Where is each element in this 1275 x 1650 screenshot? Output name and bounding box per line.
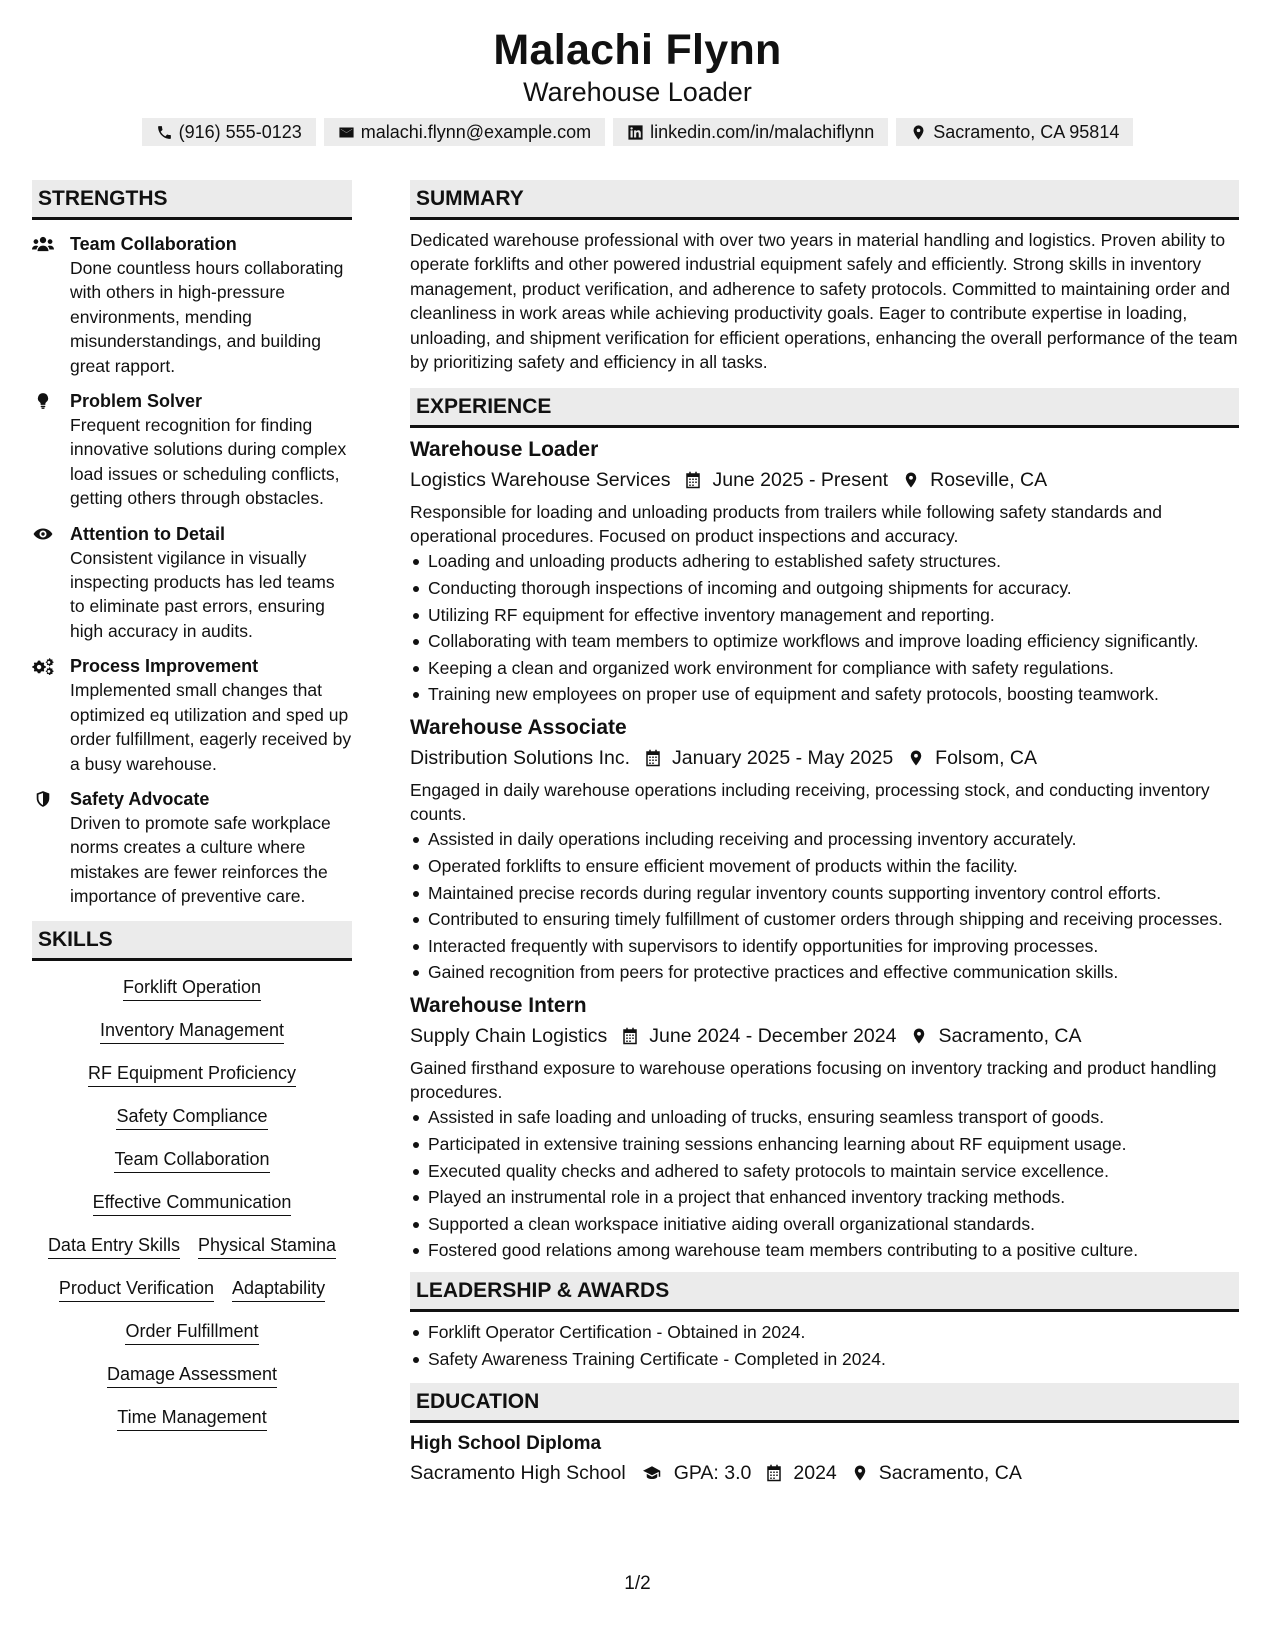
eye-icon — [32, 525, 54, 543]
strength-description: Driven to promote safe workplace norms creates a culture where mistakes are fewer reinforces the importance of preventive care. — [70, 812, 331, 907]
strength-title: Process Improvement — [70, 656, 259, 677]
list-item: Assisted in daily operations including receiving and processing inventory accurately. — [410, 827, 1239, 851]
strength-description: Frequent recognition for finding innovative solutions during complex load issues or scheduling conflicts, getting others through obstacles. — [70, 415, 347, 509]
contact-bar — [0, 118, 1275, 146]
skill-tag: Effective Communication — [93, 1190, 292, 1216]
strength-item — [32, 232, 352, 378]
list-item: Gained recognition from peers for protective practices and effective communication skills. — [410, 960, 1239, 984]
education-degree: High School Diploma — [410, 1432, 602, 1454]
job-dates: June 2025 - Present — [712, 469, 889, 492]
location-pin-icon — [910, 124, 927, 141]
skill-tag: Product Verification — [59, 1276, 214, 1302]
calendar-icon — [684, 471, 702, 489]
education-location: Sacramento, CA — [878, 1461, 1022, 1484]
skill-tag: Damage Assessment — [107, 1362, 277, 1388]
skill-tag: Order Fulfillment — [125, 1319, 258, 1345]
skill-tag: Physical Stamina — [198, 1233, 336, 1259]
location-pin-icon — [902, 471, 920, 489]
job-company: Logistics Warehouse Services — [410, 469, 671, 492]
education-year: 2024 — [793, 1461, 837, 1484]
job-meta — [410, 744, 1239, 772]
strength-description: Implemented small changes that optimized eq utilization and sped up order fulfillment, eagerly received by a busy warehouse. — [70, 680, 352, 774]
list-item: Participated in extensive training sessions enhancing learning about RF equipment usage. — [410, 1132, 1239, 1156]
candidate-name: Malachi Flynn — [493, 26, 782, 74]
job-dates: January 2025 - May 2025 — [672, 747, 894, 770]
contact-phone[interactable] — [142, 118, 316, 146]
job-location: Sacramento, CA — [938, 1025, 1082, 1048]
list-item: Conducting thorough inspections of incoming and outgoing shipments for accuracy. — [410, 576, 1239, 600]
contact-location-text: Sacramento, CA 95814 — [933, 122, 1120, 142]
contact-linkedin-text: linkedin.com/in/malachiflynn — [650, 122, 875, 142]
education-heading: EDUCATION — [410, 1383, 1239, 1423]
list-item: Maintained precise records during regular inventory counts supporting inventory control efforts. — [410, 881, 1239, 905]
summary-text: Dedicated warehouse professional with over two years in material handling and logistics. Proven ability to operate forklifts and other powered industrial equipment safely and efficiently. Strong skills in inventory management, product verification, and adherence to safety protocols. Committed to maintaining order and cleanliness in work areas while achieving productivity goals. Eager to contribute expertise in loading, unloading, and shipment verification for efficient operations, enhancing the overall performance of the team by prioritizing safety and efficiency in all tasks. — [410, 230, 1238, 373]
list-item: Loading and unloading products adhering to established safety structures. — [410, 549, 1239, 573]
list-item: Utilizing RF equipment for effective inventory management and reporting. — [410, 603, 1239, 627]
strength-item — [32, 389, 352, 511]
graduation-cap-icon — [640, 1464, 664, 1482]
job-location: Folsom, CA — [935, 747, 1038, 770]
job-entry — [410, 436, 1239, 706]
skills-list — [32, 975, 352, 1448]
job-meta — [410, 466, 1239, 494]
skill-tag: RF Equipment Proficiency — [88, 1061, 296, 1087]
strength-item — [32, 787, 352, 909]
contact-location — [896, 118, 1133, 146]
job-company: Distribution Solutions Inc. — [410, 747, 631, 770]
list-item: Contributed to ensuring timely fulfillment of customer orders through shipping and receiving processes. — [410, 907, 1239, 931]
contact-email-text: malachi.flynn@example.com — [360, 122, 592, 142]
location-pin-icon — [907, 749, 925, 767]
job-title: Warehouse Intern — [410, 994, 587, 1018]
education-meta — [410, 1459, 1239, 1487]
skill-tag: Safety Compliance — [116, 1104, 267, 1130]
job-description: Engaged in daily warehouse operations including receiving, processing stock, and conducting inventory counts. — [410, 780, 1210, 825]
job-dates: June 2024 - December 2024 — [649, 1025, 897, 1048]
resume-body — [32, 180, 1243, 1487]
gears-icon — [32, 657, 54, 675]
job-description: Responsible for loading and unloading products from trailers while following safety standards and operational procedures. Focused on product inspections and accuracy. — [410, 502, 1162, 547]
awards-list — [410, 1320, 1239, 1371]
strength-title: Team Collaboration — [70, 234, 237, 254]
job-company: Supply Chain Logistics — [410, 1025, 608, 1048]
strengths-list — [32, 232, 352, 909]
phone-icon — [156, 124, 173, 141]
location-pin-icon — [910, 1027, 928, 1045]
shield-icon — [32, 790, 54, 808]
list-item: Safety Awareness Training Certificate - Completed in 2024. — [410, 1347, 1239, 1371]
list-item: Fostered good relations among warehouse team members contributing to a positive culture. — [410, 1238, 1239, 1262]
skill-tag: Inventory Management — [100, 1018, 284, 1044]
list-item: Interacted frequently with supervisors to identify opportunities for improving processes. — [410, 934, 1239, 958]
calendar-icon — [765, 1464, 783, 1482]
strength-title: Safety Advocate — [70, 788, 210, 809]
job-bullets — [410, 1105, 1239, 1262]
skills-heading: SKILLS — [32, 921, 352, 961]
job-location: Roseville, CA — [930, 469, 1048, 492]
list-item: Keeping a clean and organized work environment for compliance with safety regulations. — [410, 656, 1239, 680]
contact-email[interactable] — [324, 118, 605, 146]
skill-tag: Team Collaboration — [114, 1147, 269, 1173]
strength-title: Attention to Detail — [70, 523, 225, 544]
strength-title: Problem Solver — [70, 391, 203, 412]
envelope-icon — [338, 124, 355, 141]
job-bullets — [410, 827, 1239, 984]
experience-heading: EXPERIENCE — [410, 388, 1239, 428]
list-item: Executed quality checks and adhered to safety protocols to maintain service excellence. — [410, 1159, 1239, 1183]
skill-tag: Time Management — [117, 1405, 266, 1431]
candidate-title: Warehouse Loader — [523, 77, 752, 107]
contact-linkedin[interactable] — [613, 118, 888, 146]
job-bullets — [410, 549, 1239, 706]
list-item: Training new employees on proper use of equipment and safety protocols, boosting teamwork. — [410, 682, 1239, 706]
job-title: Warehouse Loader — [410, 438, 599, 462]
list-item: Collaborating with team members to optimize workflows and improve loading efficiency significantly. — [410, 629, 1239, 653]
right-column — [410, 180, 1239, 1487]
strength-item — [32, 654, 352, 776]
list-item: Forklift Operator Certification - Obtained in 2024. — [410, 1320, 1239, 1344]
contact-phone-text: (916) 555-0123 — [178, 122, 302, 142]
calendar-icon — [621, 1027, 639, 1045]
list-item: Played an instrumental role in a project that enhanced inventory tracking methods. — [410, 1185, 1239, 1209]
awards-heading: LEADERSHIP & AWARDS — [410, 1272, 1239, 1312]
skill-tag: Adaptability — [232, 1276, 325, 1302]
strength-description: Consistent vigilance in visually inspecting products has led teams to eliminate past errors, ensuring high accuracy in audits. — [70, 547, 335, 641]
list-item: Supported a clean workspace initiative aiding overall organizational standards. — [410, 1212, 1239, 1236]
strengths-heading: STRENGTHS — [32, 180, 352, 220]
summary-heading: SUMMARY — [410, 180, 1239, 220]
left-column — [32, 180, 352, 1487]
strength-description: Done countless hours collaborating with others in high-pressure environments, mending misunderstandings, and building great rapport. — [70, 258, 344, 376]
resume-header — [0, 0, 1275, 146]
job-description: Gained firsthand exposure to warehouse operations focusing on inventory tracking and product handling procedures. — [410, 1058, 1217, 1103]
job-meta — [410, 1022, 1239, 1050]
job-entry — [410, 992, 1239, 1262]
education-school: Sacramento High School — [410, 1461, 626, 1484]
job-title: Warehouse Associate — [410, 716, 627, 740]
strength-item — [32, 522, 352, 644]
education-gpa: GPA: 3.0 — [673, 1461, 752, 1484]
list-item: Assisted in safe loading and unloading of trucks, ensuring seamless transport of goods. — [410, 1105, 1239, 1129]
users-icon — [32, 235, 54, 253]
skill-tag: Data Entry Skills — [48, 1233, 180, 1259]
location-pin-icon — [851, 1464, 869, 1482]
linkedin-icon — [627, 124, 644, 141]
lightbulb-icon — [32, 392, 54, 410]
calendar-icon — [644, 749, 662, 767]
job-entry — [410, 714, 1239, 984]
skill-tag: Forklift Operation — [123, 975, 261, 1001]
page-indicator: 1/2 — [624, 1573, 651, 1594]
list-item: Operated forklifts to ensure efficient movement of products within the facility. — [410, 854, 1239, 878]
